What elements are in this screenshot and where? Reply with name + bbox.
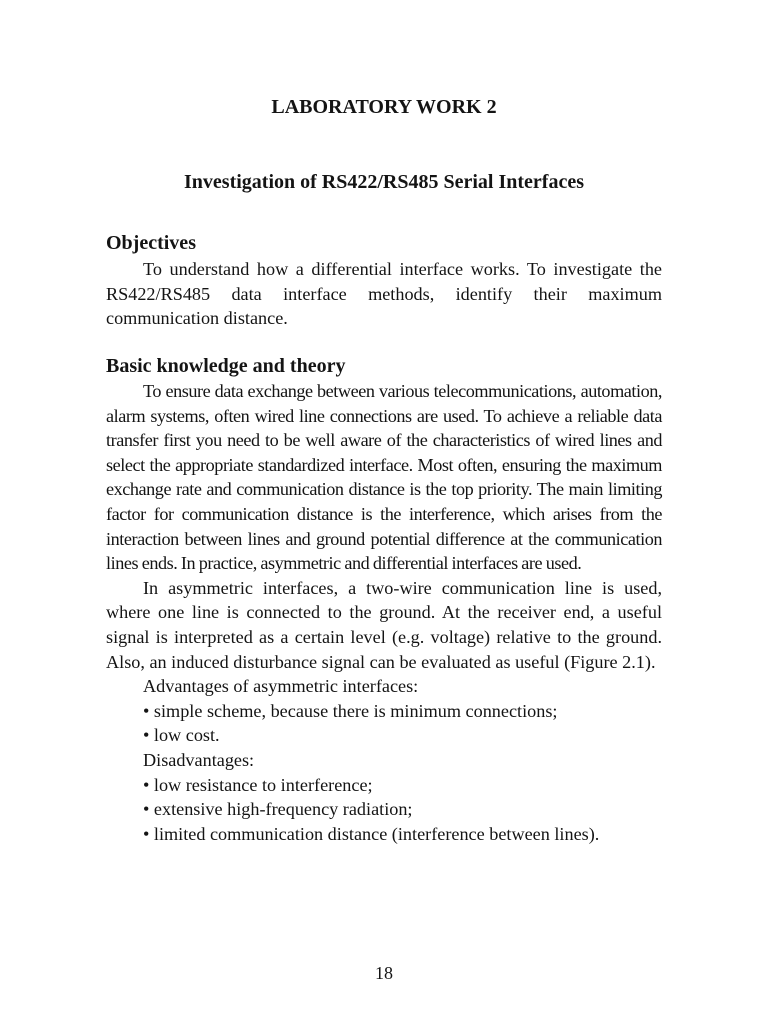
- lab-title: LABORATORY WORK 2: [271, 96, 497, 118]
- objectives-heading: Objectives: [106, 232, 196, 254]
- page-number: 18: [375, 963, 393, 983]
- document-page: [106, 0, 662, 1024]
- theory-paragraph-2: In asymmetric interfaces, a two-wire communication line is used, where one line is connected to the ground. At the receiver end, a useful signal is interpreted as a certain level (e.g. voltage) relative to the ground. Also, an induced disturbance signal can be evaluated as useful (Figure 2.1).: [106, 577, 662, 672]
- theory-section: [106, 379, 662, 846]
- objectives-paragraph: To understand how a differential interface works. To investigate the RS422/RS485 data interface methods, identify their maximum communication distance.: [106, 259, 662, 329]
- theory-heading: Basic knowledge and theory: [106, 355, 346, 377]
- disadvantage-item: • low resistance to interference;: [143, 774, 373, 795]
- disadvantages-heading: Disadvantages:: [143, 749, 255, 770]
- objectives-section: [106, 257, 662, 331]
- advantage-item: • low cost.: [143, 725, 220, 746]
- disadvantage-item: • extensive high-frequency radiation;: [143, 799, 413, 820]
- advantages-heading: Advantages of asymmetric interfaces:: [143, 676, 419, 697]
- disadvantage-item: • limited communication distance (interference between lines).: [143, 823, 600, 844]
- document-title: Investigation of RS422/RS485 Serial Interfaces: [184, 171, 584, 193]
- advantage-item: • simple scheme, because there is minimum connections;: [143, 700, 558, 721]
- theory-paragraph-1: To ensure data exchange between various telecommunications, automation, alarm systems, often wired line connections are used. To achieve a reliable data transfer first you need to be well aware of the characteristics of wired lines and select the appropriate standardized interface. Most often, ensuring the maximum exchange rate and communication distance is the top priority. The main limiting factor for communication distance is the interference, which arises from the interaction between lines and ground potential difference at the communication lines ends. In practice, asymmetric and differential interfaces are used.: [106, 381, 662, 574]
